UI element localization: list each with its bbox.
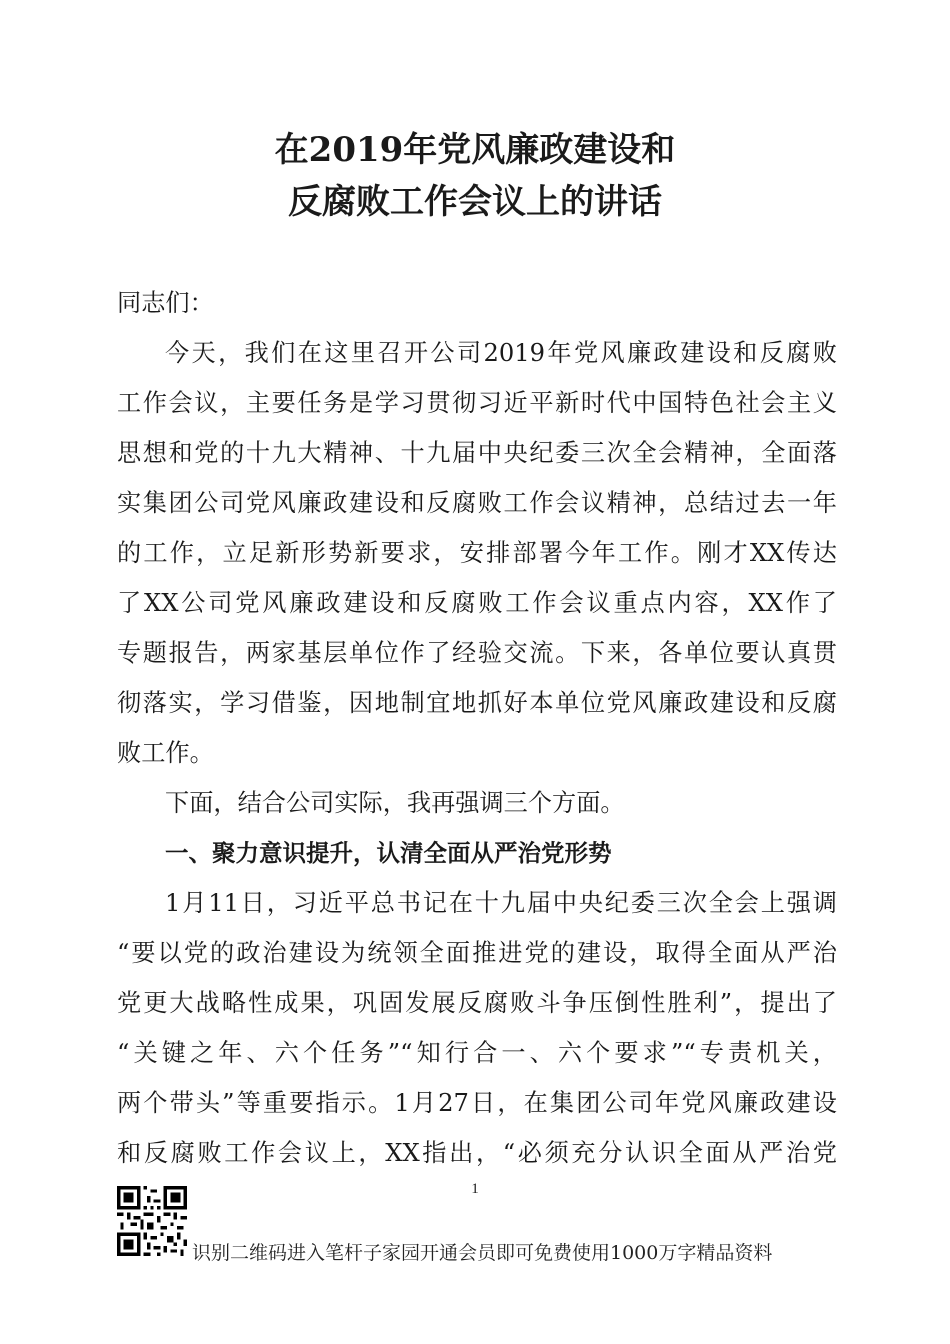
body-line: 党更大战略性成果，巩固发展反腐败斗争压倒性胜利”，提出了 xyxy=(117,989,837,1017)
body-line: 彻落实，学习借鉴，因地制宜地抓好本单位党风廉政建设和反腐 xyxy=(117,689,837,717)
body-line: 思想和党的十九大精神、十九届中央纪委三次全会精神，全面落 xyxy=(117,439,837,467)
body-line: 和反腐败工作会议上，XX指出，“必须充分认识全面从严治党 xyxy=(117,1139,837,1167)
body-line: 两个带头”等重要指示。1月27日，在集团公司年党风廉政建设 xyxy=(117,1089,837,1117)
document-title-line-1: 在2019年党风廉政建设和 xyxy=(274,130,676,170)
page-number: 1 xyxy=(471,1181,479,1197)
body-line: 工作会议，主要任务是学习贯彻习近平新时代中国特色社会主义 xyxy=(117,389,837,417)
body-line: 败工作。 xyxy=(117,739,214,767)
body-line: 了XX公司党风廉政建设和反腐败工作会议重点内容，XX作了 xyxy=(117,589,837,617)
salutation: 同志们： xyxy=(117,289,214,317)
body-line: 专题报告，两家基层单位作了经验交流。下来，各单位要认真贯 xyxy=(117,639,837,667)
body-line: “要以党的政治建设为统领全面推进党的建设，取得全面从严治 xyxy=(117,939,837,967)
body-line: 的工作，立足新形势新要求，安排部署今年工作。刚才XX传达 xyxy=(117,539,837,567)
qr-code-icon[interactable] xyxy=(117,1186,187,1256)
body-line: 1月11日，习近平总书记在十九届中央纪委三次全会上强调 xyxy=(165,889,837,917)
body-line: “关键之年、六个任务”“知行合一、六个要求”“专责机关， xyxy=(117,1039,837,1067)
body-line: 实集团公司党风廉政建设和反腐败工作会议精神，总结过去一年 xyxy=(117,489,837,517)
section-heading: 一、聚力意识提升，认清全面从严治党形势 xyxy=(165,839,612,867)
body-line: 下面，结合公司实际，我再强调三个方面。 xyxy=(165,789,625,817)
footer-promo-text: 识别二维码进入笔杆子家园开通会员即可免费使用1000万字精品资料 xyxy=(192,1242,773,1264)
body-line: 今天，我们在这里召开公司2019年党风廉政建设和反腐败 xyxy=(165,339,837,367)
document-title-line-2: 反腐败工作会议上的讲话 xyxy=(288,182,662,222)
